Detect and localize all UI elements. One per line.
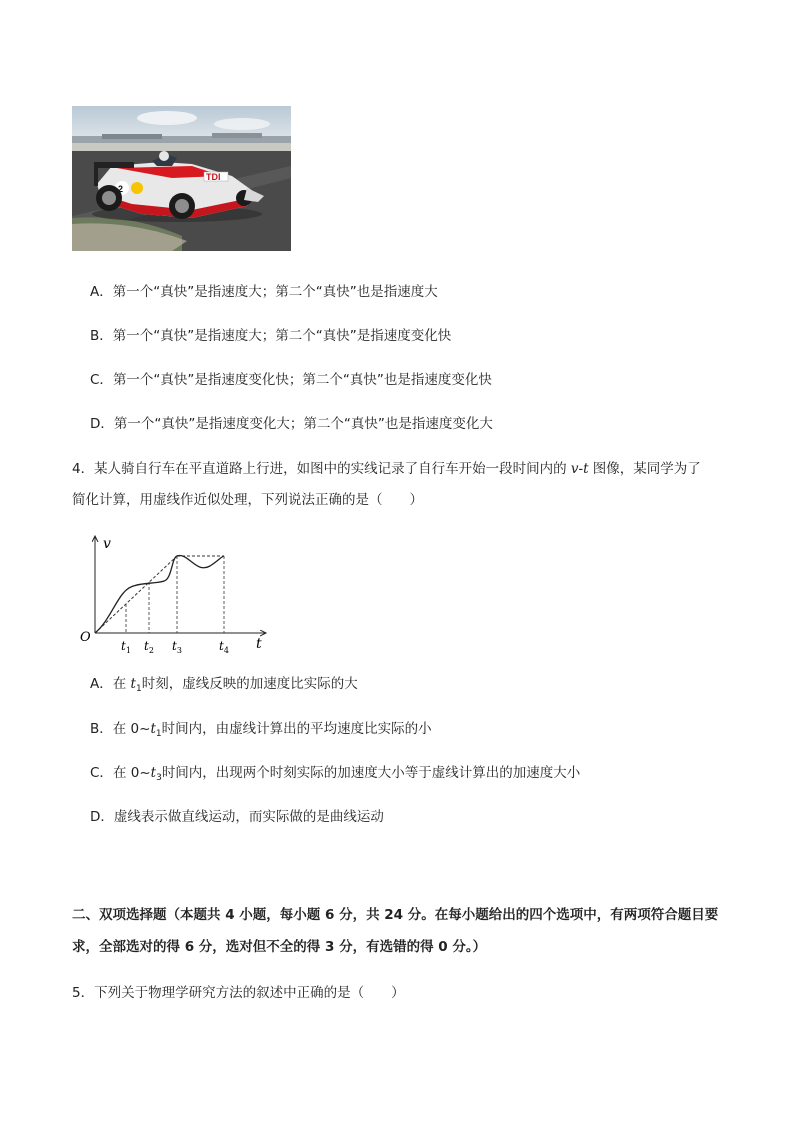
time-var: t [150, 765, 157, 781]
tick-t3: $t_3$ [172, 639, 182, 655]
option-text: 第一个“真快”是指速度变化快；第二个“真快”也是指速度变化快 [112, 372, 492, 388]
option-text-pre: 在 0~ [112, 765, 151, 781]
time-sub: 3 [156, 773, 162, 783]
option-text: 第一个“真快”是指速度大；第二个“真快”也是指速度大 [112, 284, 438, 300]
q4-option-d[interactable] [90, 807, 384, 827]
question-number: 4． [72, 461, 95, 477]
time-sub: 1 [135, 684, 142, 694]
question-number: 5． [72, 985, 95, 1001]
q4-stem-line2 [72, 490, 423, 510]
option-text: 虚线表示做直线运动，而实际做的是曲线运动 [113, 809, 384, 825]
q3-option-a[interactable] [90, 282, 438, 302]
option-text-post: 时间内，由虚线计算出的平均速度比实际的小 [161, 721, 432, 737]
option-letter: D． [90, 416, 114, 432]
section2-header-line2 [72, 937, 486, 957]
section2-header-line1 [72, 905, 718, 925]
option-letter: B． [90, 328, 113, 344]
tick-t2: $t_2$ [144, 639, 154, 655]
q4-stem-line1 [72, 459, 701, 479]
q4-option-a[interactable] [90, 674, 358, 699]
v-axis-label: v [103, 536, 111, 552]
option-text: 第一个“真快”是指速度大；第二个“真快”是指速度变化快 [112, 328, 452, 344]
section2-text-1: 二、双项选择题（本题共 4 小题，每小题 6 分，共 24 分。在每小题给出的四个选项中，有两项符合题目要 [72, 907, 719, 923]
vt-label: v-t [570, 461, 589, 477]
option-letter: A． [90, 284, 113, 300]
time-var: t [150, 721, 156, 737]
actual-curve [95, 556, 224, 633]
q3-option-b[interactable] [90, 326, 451, 346]
option-text-post: 时间内，出现两个时刻实际的加速度大小等于虚线计算出的加速度大小 [161, 765, 581, 781]
t-axis-label: t [256, 636, 262, 652]
option-letter: C． [90, 765, 113, 781]
q4-text-a: 某人骑自行车在平直道路上行进，如图中的实线记录了自行车开始一段时间内的 [94, 461, 571, 477]
option-text-pre: 在 0~ [112, 721, 151, 737]
race-car-photo [72, 106, 291, 251]
car-number: 2 [118, 184, 124, 194]
q3-option-d[interactable] [90, 414, 493, 434]
option-text: 第一个“真快”是指速度变化大；第二个“真快”也是指速度变化大 [113, 416, 493, 432]
origin-label: O [80, 630, 91, 645]
option-letter: D． [90, 809, 114, 825]
q4-text-line2: 简化计算，用虚线作近似处理，下列说法正确的是（ ） [72, 492, 423, 508]
section2-text-2: 求，全部选对的得 6 分，选对但不全的得 3 分，有选错的得 0 分。） [72, 939, 487, 955]
q4-text-b: 图像，某同学为了 [588, 461, 701, 477]
q4-option-c[interactable] [90, 763, 580, 788]
tick-t4: $t_4$ [219, 639, 229, 655]
option-letter: A． [90, 676, 113, 692]
time-var: t [130, 676, 136, 692]
dashed-approx-line [95, 556, 177, 633]
option-text-post: 时刻，虚线反映的加速度比实际的大 [141, 676, 358, 692]
q4-option-b[interactable] [90, 719, 432, 744]
q5-text: 下列关于物理学研究方法的叙述中正确的是（ ） [94, 985, 405, 1001]
tick-t1: $t_1$ [121, 639, 131, 655]
option-letter: B． [90, 721, 113, 737]
vt-graph [76, 530, 276, 660]
q5-stem [72, 983, 405, 1003]
time-sub: 1 [155, 729, 162, 739]
q3-option-c[interactable] [90, 370, 492, 390]
option-letter: C． [90, 372, 113, 388]
car-tdi-text: TDI [206, 172, 221, 182]
option-text-pre: 在 [112, 676, 131, 692]
